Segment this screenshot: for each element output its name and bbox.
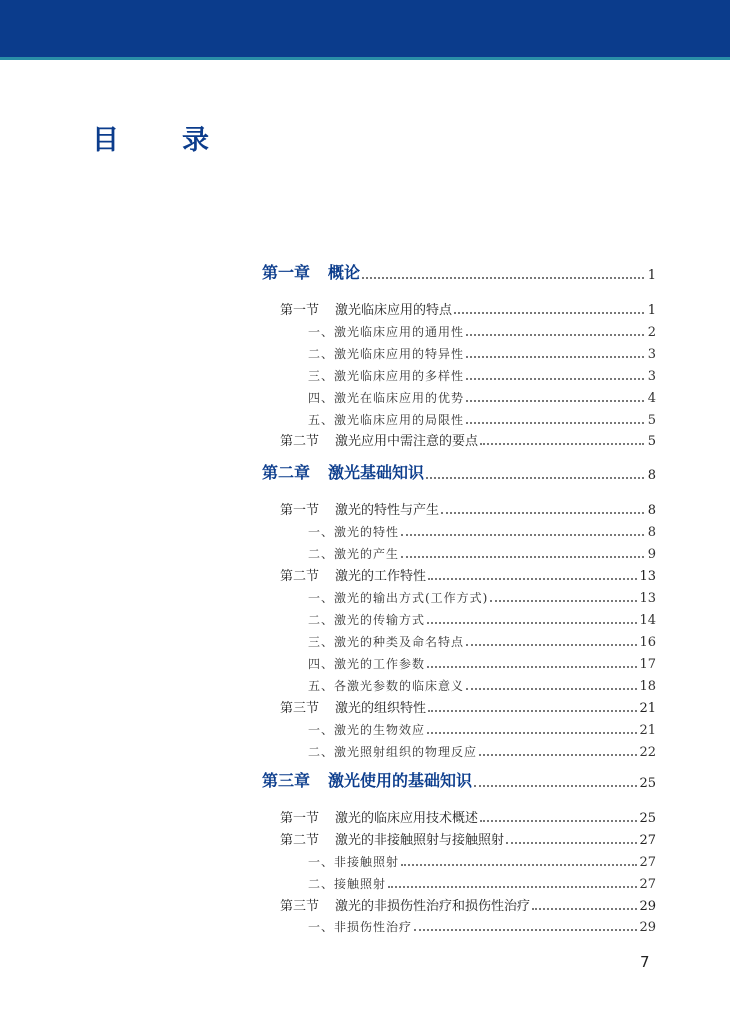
dot-leader xyxy=(401,863,637,866)
dot-leader xyxy=(466,377,644,380)
toc-entry-page: 9 xyxy=(647,547,656,562)
toc-entry-label xyxy=(262,499,439,518)
toc-entry-title: 激光的工作特性 xyxy=(335,569,427,584)
dot-leader xyxy=(480,819,637,822)
toc-entry-page: 29 xyxy=(639,920,656,935)
header-band xyxy=(0,0,730,57)
toc-entry-label xyxy=(262,721,425,738)
toc-section[interactable] xyxy=(262,696,656,716)
toc-entry-label xyxy=(262,523,399,540)
toc-entry-page: 1 xyxy=(647,268,656,283)
toc-entry-title: 激光的非损伤性治疗和损伤性治疗 xyxy=(335,899,531,914)
dot-leader xyxy=(426,476,644,479)
toc-entry-label xyxy=(262,697,426,716)
dot-leader xyxy=(466,643,637,646)
toc-section[interactable] xyxy=(262,298,656,318)
toc-item[interactable] xyxy=(262,586,656,606)
toc-entry-label xyxy=(262,389,464,406)
toc-entry-label xyxy=(262,918,412,935)
toc-entry-page: 29 xyxy=(639,899,656,914)
toc-item[interactable] xyxy=(262,320,656,340)
toc-section[interactable] xyxy=(262,806,656,826)
toc-item[interactable] xyxy=(262,630,656,650)
toc-item[interactable] xyxy=(262,364,656,384)
toc-item[interactable] xyxy=(262,718,656,738)
toc-entry-page: 27 xyxy=(639,833,656,848)
toc-entry-page: 25 xyxy=(639,811,656,826)
dot-leader xyxy=(362,276,644,279)
toc-entry-page: 2 xyxy=(647,325,656,340)
toc-item[interactable] xyxy=(262,850,656,870)
toc-entry-title: 五、激光临床应用的局限性 xyxy=(308,413,465,427)
toc-entry-title: 一、激光临床应用的通用性 xyxy=(308,325,465,339)
toc-section[interactable] xyxy=(262,429,656,449)
toc-entry-page: 3 xyxy=(647,347,656,362)
toc-entry-page: 13 xyxy=(639,591,656,606)
dot-leader xyxy=(414,928,637,931)
toc-entry-page: 21 xyxy=(639,723,656,738)
toc-entry-label xyxy=(262,323,464,340)
dot-leader xyxy=(532,907,637,910)
header-band-accent xyxy=(0,57,730,60)
toc-item[interactable] xyxy=(262,342,656,362)
toc-entry-title: 四、激光的工作参数 xyxy=(308,657,426,671)
toc-item[interactable] xyxy=(262,386,656,406)
dot-leader xyxy=(506,841,637,844)
dot-leader xyxy=(441,511,644,514)
dot-leader xyxy=(466,355,644,358)
dot-leader xyxy=(388,885,637,888)
toc-entry-title: 四、激光在临床应用的优势 xyxy=(308,391,465,405)
toc-entry-label xyxy=(262,853,399,870)
toc-entry-label xyxy=(262,411,464,428)
toc-entry-page: 14 xyxy=(639,613,656,628)
toc-entry-page: 5 xyxy=(647,413,656,428)
toc-entry-page: 8 xyxy=(647,525,656,540)
toc-entry-label xyxy=(262,367,464,384)
toc-entry-title: 二、激光照射组织的物理反应 xyxy=(308,745,478,759)
toc-chapter[interactable] xyxy=(262,263,656,283)
toc-entry-label xyxy=(262,655,425,672)
toc-entry-label xyxy=(262,743,477,760)
toc-entry-label xyxy=(262,460,424,483)
toc-entry-number: 第一节 xyxy=(280,811,320,826)
dot-leader xyxy=(480,442,644,445)
toc-entry-title: 一、激光的特性 xyxy=(308,525,400,539)
toc-entry-page: 18 xyxy=(639,679,656,694)
toc-entry-page: 5 xyxy=(647,434,656,449)
toc-chapter[interactable] xyxy=(262,771,656,791)
toc-section[interactable] xyxy=(262,564,656,584)
dot-leader xyxy=(428,577,637,580)
toc-entry-title: 二、激光临床应用的特异性 xyxy=(308,347,465,361)
toc-item[interactable] xyxy=(262,608,656,628)
toc-entry-label xyxy=(262,430,478,449)
dot-leader xyxy=(479,753,637,756)
toc-item[interactable] xyxy=(262,674,656,694)
toc-entry-label xyxy=(262,345,464,362)
toc-entry-label xyxy=(262,565,426,584)
dot-leader xyxy=(428,709,637,712)
toc-entry-label xyxy=(262,633,464,650)
toc-entry-page: 21 xyxy=(639,701,656,716)
toc-entry-title: 二、接触照射 xyxy=(308,877,387,891)
dot-leader xyxy=(466,399,644,402)
dot-leader xyxy=(401,533,644,536)
toc-item[interactable] xyxy=(262,915,656,935)
toc-item[interactable] xyxy=(262,652,656,672)
toc-entry-page: 8 xyxy=(647,468,656,483)
toc-entry-title: 二、激光的传输方式 xyxy=(308,613,426,627)
toc-chapter[interactable] xyxy=(262,463,656,483)
toc-entry-number: 第二章 xyxy=(262,463,311,482)
toc-entry-label xyxy=(262,768,472,791)
toc-entry-page: 27 xyxy=(639,855,656,870)
toc-entry-page: 16 xyxy=(639,635,656,650)
toc-entry-title: 激光的组织特性 xyxy=(335,701,427,716)
toc-entry-page: 1 xyxy=(647,303,656,318)
toc-entry-label xyxy=(262,589,488,606)
dot-leader xyxy=(427,621,637,624)
toc-section[interactable] xyxy=(262,828,656,848)
toc-item[interactable] xyxy=(262,740,656,760)
toc-entry-title: 激光使用的基础知识 xyxy=(328,771,473,790)
toc-entry-page: 13 xyxy=(639,569,656,584)
toc-entry-title: 三、激光的种类及命名特点 xyxy=(308,635,465,649)
toc-item[interactable] xyxy=(262,408,656,428)
dot-leader xyxy=(466,421,644,424)
dot-leader xyxy=(454,311,644,314)
toc-entry-title: 一、激光的生物效应 xyxy=(308,723,426,737)
toc-entry-title: 激光的临床应用技术概述 xyxy=(335,811,479,826)
toc-entry-number: 第一节 xyxy=(280,503,320,518)
toc-entry-number: 第二节 xyxy=(280,833,320,848)
dot-leader xyxy=(401,555,644,558)
toc-entry-page: 4 xyxy=(647,391,656,406)
toc-entry-label xyxy=(262,829,504,848)
toc-section[interactable] xyxy=(262,894,656,914)
toc-entry-title: 概论 xyxy=(328,263,361,282)
dot-leader xyxy=(427,665,637,668)
toc-entry-page: 8 xyxy=(647,503,656,518)
toc-entry-title: 二、激光的产生 xyxy=(308,547,400,561)
dot-leader xyxy=(466,687,637,690)
toc-entry-title: 激光临床应用的特点 xyxy=(335,303,453,318)
toc-entry-number: 第一章 xyxy=(262,263,311,282)
toc-entry-title: 激光的非接触照射与接触照射 xyxy=(335,833,505,848)
toc-entry-title: 激光基础知识 xyxy=(328,463,425,482)
page-number: 7 xyxy=(640,953,650,971)
toc-entry-number: 第三节 xyxy=(280,701,320,716)
toc-entry-number: 第二节 xyxy=(280,569,320,584)
toc-entry-page: 17 xyxy=(639,657,656,672)
toc-entry-label xyxy=(262,807,478,826)
toc-entry-title: 激光的特性与产生 xyxy=(335,503,440,518)
dot-leader xyxy=(490,599,637,602)
toc-entry-title: 一、非损伤性治疗 xyxy=(308,920,413,934)
toc-entry-title: 五、各激光参数的临床意义 xyxy=(308,679,465,693)
dot-leader xyxy=(427,731,637,734)
toc-entry-label xyxy=(262,611,425,628)
toc-section[interactable] xyxy=(262,498,656,518)
toc-entry-label xyxy=(262,260,360,283)
toc-entry-page: 3 xyxy=(647,369,656,384)
dot-leader xyxy=(466,333,644,336)
toc-item[interactable] xyxy=(262,520,656,540)
toc-entry-page: 27 xyxy=(639,877,656,892)
toc-entry-number: 第一节 xyxy=(280,303,320,318)
toc-entry-label xyxy=(262,895,530,914)
toc-entry-number: 第三章 xyxy=(262,771,311,790)
toc-entry-number: 第三节 xyxy=(280,899,320,914)
toc-entry-title: 一、非接触照射 xyxy=(308,855,400,869)
toc-item[interactable] xyxy=(262,542,656,562)
page-title: 目 录 xyxy=(92,125,227,156)
toc-entry-page: 25 xyxy=(639,776,656,791)
toc-entry-title: 三、激光临床应用的多样性 xyxy=(308,369,465,383)
toc-entry-title: 激光应用中需注意的要点 xyxy=(335,434,479,449)
toc-entry-label xyxy=(262,875,386,892)
toc-entry-number: 第二节 xyxy=(280,434,320,449)
dot-leader xyxy=(474,784,637,787)
toc-entry-page: 22 xyxy=(639,745,656,760)
toc-entry-label xyxy=(262,677,464,694)
toc-entry-label xyxy=(262,299,452,318)
toc-entry-title: 一、激光的输出方式(工作方式) xyxy=(308,591,489,605)
toc-entry-label xyxy=(262,545,399,562)
toc-item[interactable] xyxy=(262,872,656,892)
